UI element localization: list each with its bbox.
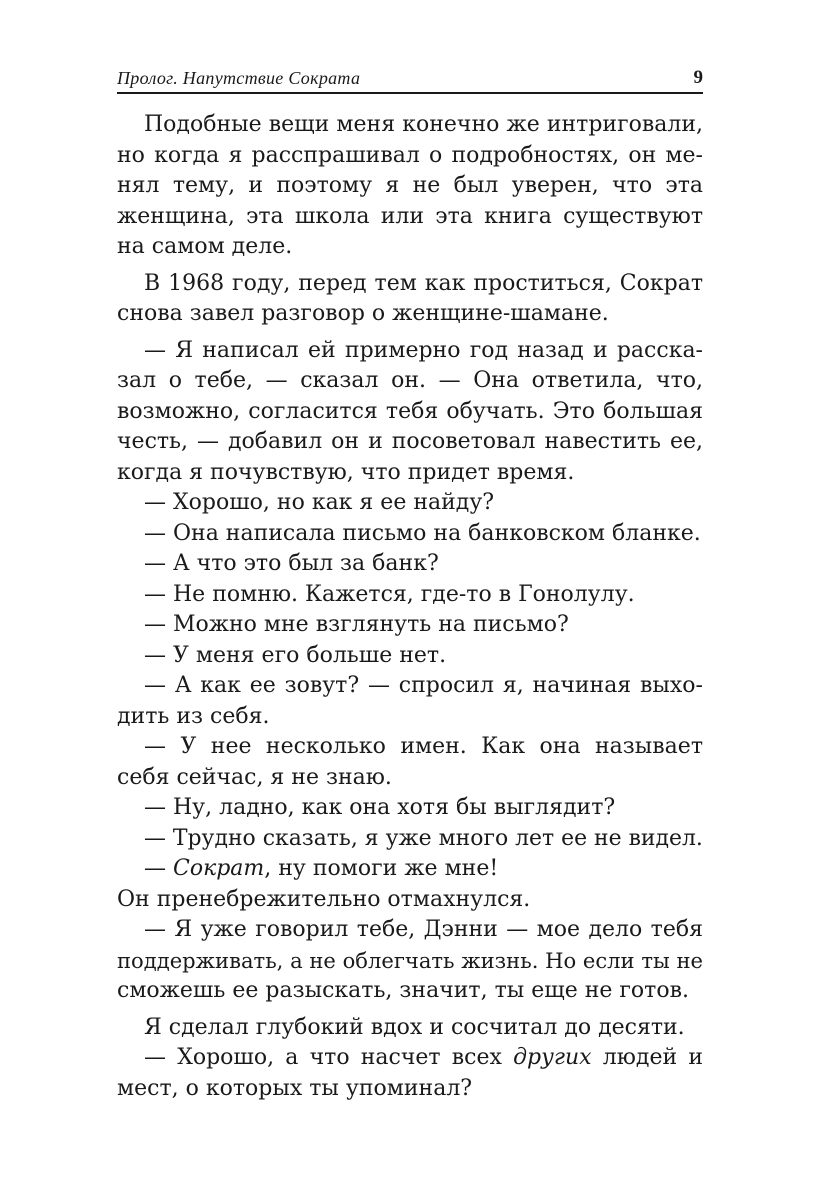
text-line: — Она написала письмо на банковском бланке.	[144, 520, 701, 546]
text-line: — У нее несколько имен. Как она называет	[144, 734, 703, 759]
text-line: — Я написал ей примерно год назад и расска-	[144, 337, 703, 363]
text-line: когда я почувствую, что придет время.	[117, 459, 575, 485]
text-fragment: —	[144, 856, 173, 881]
page-body	[117, 110, 703, 1104]
text-line: Подобные вещи меня конечно же интриговали,	[144, 112, 703, 137]
text-line: поддерживать, а не облегчать жизнь. Но если ты не	[117, 947, 703, 973]
text-line: возможно, согласится тебя обучать. Это большая	[117, 398, 703, 424]
text-line: Он пренебрежительно отмахнулся.	[117, 886, 531, 912]
text-line: В 1968 году, перед тем как проститься, Сократ	[144, 270, 703, 296]
text-line: — Я уже говорил тебе, Дэнни — мое дело тебя	[144, 917, 703, 942]
text-line: дить из себя.	[117, 703, 270, 729]
text-line: себя сейчас, я не знаю.	[117, 764, 392, 790]
text-line: зал о тебе, — сказал он. — Она ответила, что,	[117, 368, 703, 393]
paragraph	[117, 671, 703, 732]
paragraph	[117, 269, 703, 330]
text-line: Я сделал глубокий вдох и сосчитал до десяти.	[144, 1014, 685, 1040]
text-line: — А что это был за банк?	[144, 551, 439, 576]
running-title: Пролог. Напутствие Сократа	[117, 68, 361, 88]
text-line	[117, 854, 703, 885]
text-fragment: людей и	[591, 1045, 703, 1070]
text-line: мест, о которых ты упоминал?	[117, 1075, 473, 1101]
paragraph	[117, 110, 703, 263]
text-line: — Можно мне взглянуть на письмо?	[144, 612, 569, 637]
text-line: снова завел разговор о женщине-шамане.	[117, 301, 609, 326]
text-line: женщина, эта школа или эта книга существуют	[117, 203, 703, 229]
paragraph	[117, 1043, 703, 1104]
text-line: — У меня его больше нет.	[144, 642, 447, 668]
text-line: нял тему, и поэтому я не был уверен, что эта	[117, 173, 703, 198]
running-header	[117, 66, 703, 94]
paragraph	[117, 732, 703, 793]
text-line: — Хорошо, но как я ее найду?	[144, 490, 495, 515]
text-line: на самом деле.	[117, 234, 293, 259]
paragraph	[117, 915, 703, 1007]
text-line: честь, — добавил он и посоветовал навестить ее,	[117, 429, 703, 454]
paragraph	[117, 336, 703, 489]
text-line: — Ну, ладно, как она хотя бы выглядит?	[144, 795, 616, 820]
text-fragment: , ну помоги же мне!	[264, 856, 499, 881]
text-line: — Трудно сказать, я уже много лет ее не видел.	[144, 825, 703, 851]
emphasized-word: других	[513, 1045, 592, 1070]
text-fragment: — Хорошо, а что насчет всех	[144, 1045, 514, 1070]
text-line: но когда я расспрашивал о подробностях, он ме-	[117, 142, 703, 168]
emphasized-word: Сократ	[173, 856, 265, 881]
text-line: сможешь ее разыскать, значит, ты еще не готов.	[117, 978, 689, 1003]
text-line	[117, 1043, 703, 1074]
text-line: — Не помню. Кажется, где-то в Гонолулу.	[144, 581, 635, 607]
page-number: 9	[693, 67, 703, 88]
text-line: — А как ее зовут? — спросил я, начиная выхо-	[144, 673, 703, 698]
